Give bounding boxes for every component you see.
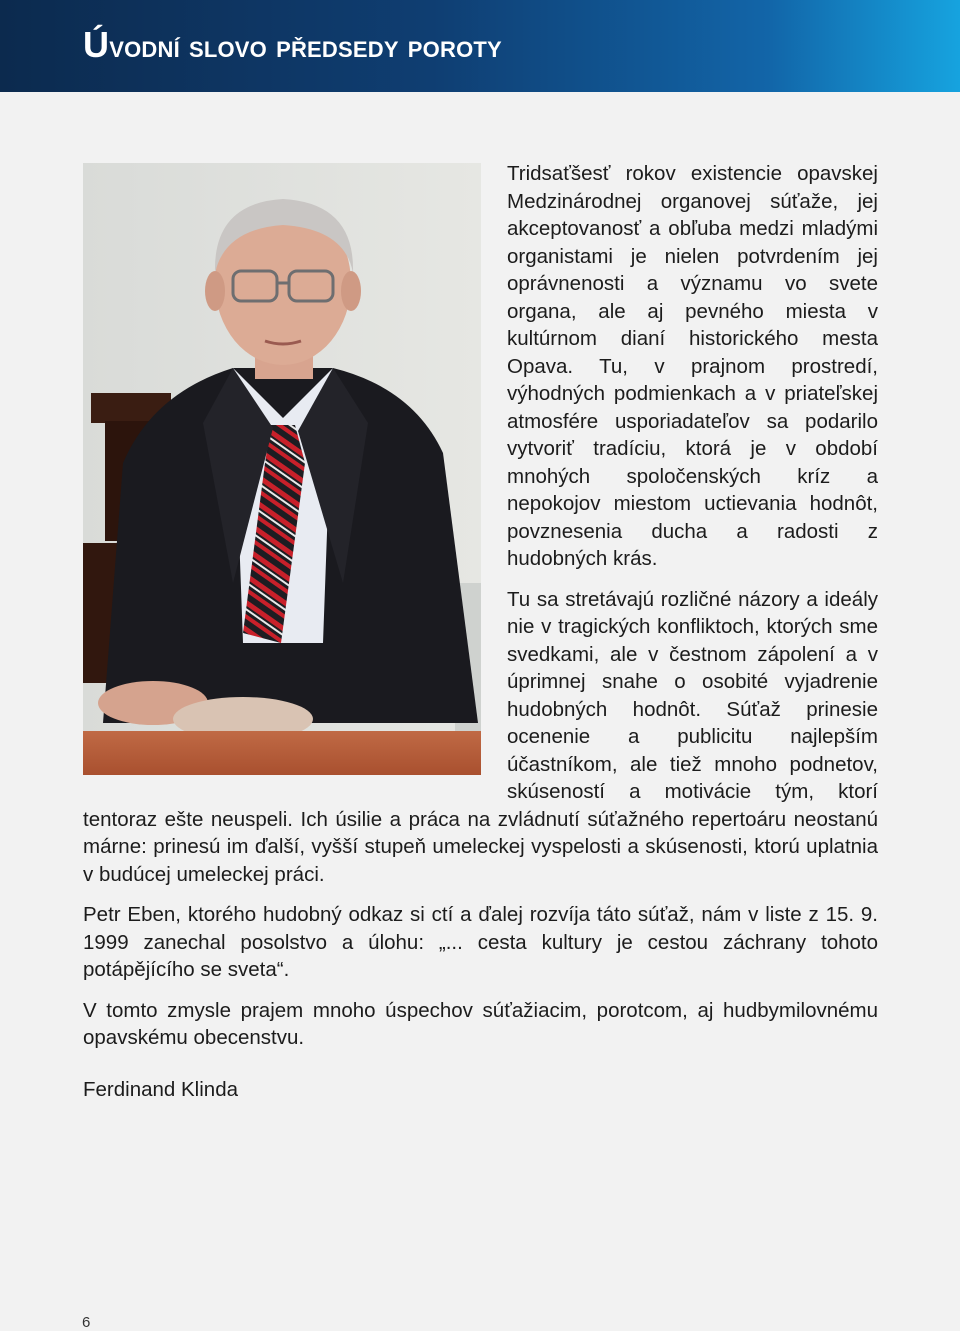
page-title bbox=[83, 24, 502, 66]
paragraph-3: Petr Eben, ktorého hudobný odkaz si ctí a ďalej rozvíja táto súťaž, nám v liste z 15. 9. 1999 zanechal posolstvo a úlohu: „... cesta kultury je cestou záchrany tohoto potápějícího se sveta“. bbox=[83, 903, 878, 981]
page-title-rest: vodní slovo předsedy poroty bbox=[109, 28, 502, 64]
signature: Ferdinand Klinda bbox=[83, 1078, 238, 1101]
paragraph-1: Tridsaťšesť rokov existencie opavskej Medzinárodnej organovej súťaže, jej akceptovanosť a obľuba medzi mladými organistami je nielen potvrdením jej oprávnenosti a významu vo svete organa, ale aj pevného miesta v kultúrnom dianí historického mesta Opava. Tu, v prajnom prostredí, výhodných podmienkach a v priateľskej atmosfére usporiadateľov sa podarilo vytvoriť tradíciu, ktorá je v období mnohých spoločenských kríz a nepokojov miestom uctievania hodnôt, povznesenia ducha a radosti z hudobných krás. bbox=[507, 162, 878, 570]
article-body bbox=[83, 160, 878, 1065]
paragraph-2: Tu sa stretávajú rozličné názory a ideály nie v tragických konfliktoch, ktorých sme svedkami, ale v čestnom zápolení a v úprimnej snahe o osobité vyjadrenie hudobných hodnôt. Súťaž prinesie ocenenie a publicitu najlepším účastníkom, ale tiež mnoho podnetov, skúseností a motivácie tým, ktorí tentoraz ešte neuspeli. Ich úsilie a práca na zvládnutí súťažného repertoáru neostanú márne: prinesú im ďalší, vyšší stupeň umeleckej vyspelosti a skúsenosti, ktorú uplatnia v budúcej umeleckej práci. bbox=[83, 587, 878, 886]
page-title-initial: Ú bbox=[83, 24, 110, 65]
page-header bbox=[0, 0, 960, 92]
paragraph-4: V tomto zmysle prajem mnoho úspechov súťažiacim, porotcom, aj hudbymilovnému opavskému obecenstvu. bbox=[83, 998, 878, 1049]
page-number: 6 bbox=[82, 1314, 91, 1331]
portrait-photo bbox=[83, 163, 481, 775]
